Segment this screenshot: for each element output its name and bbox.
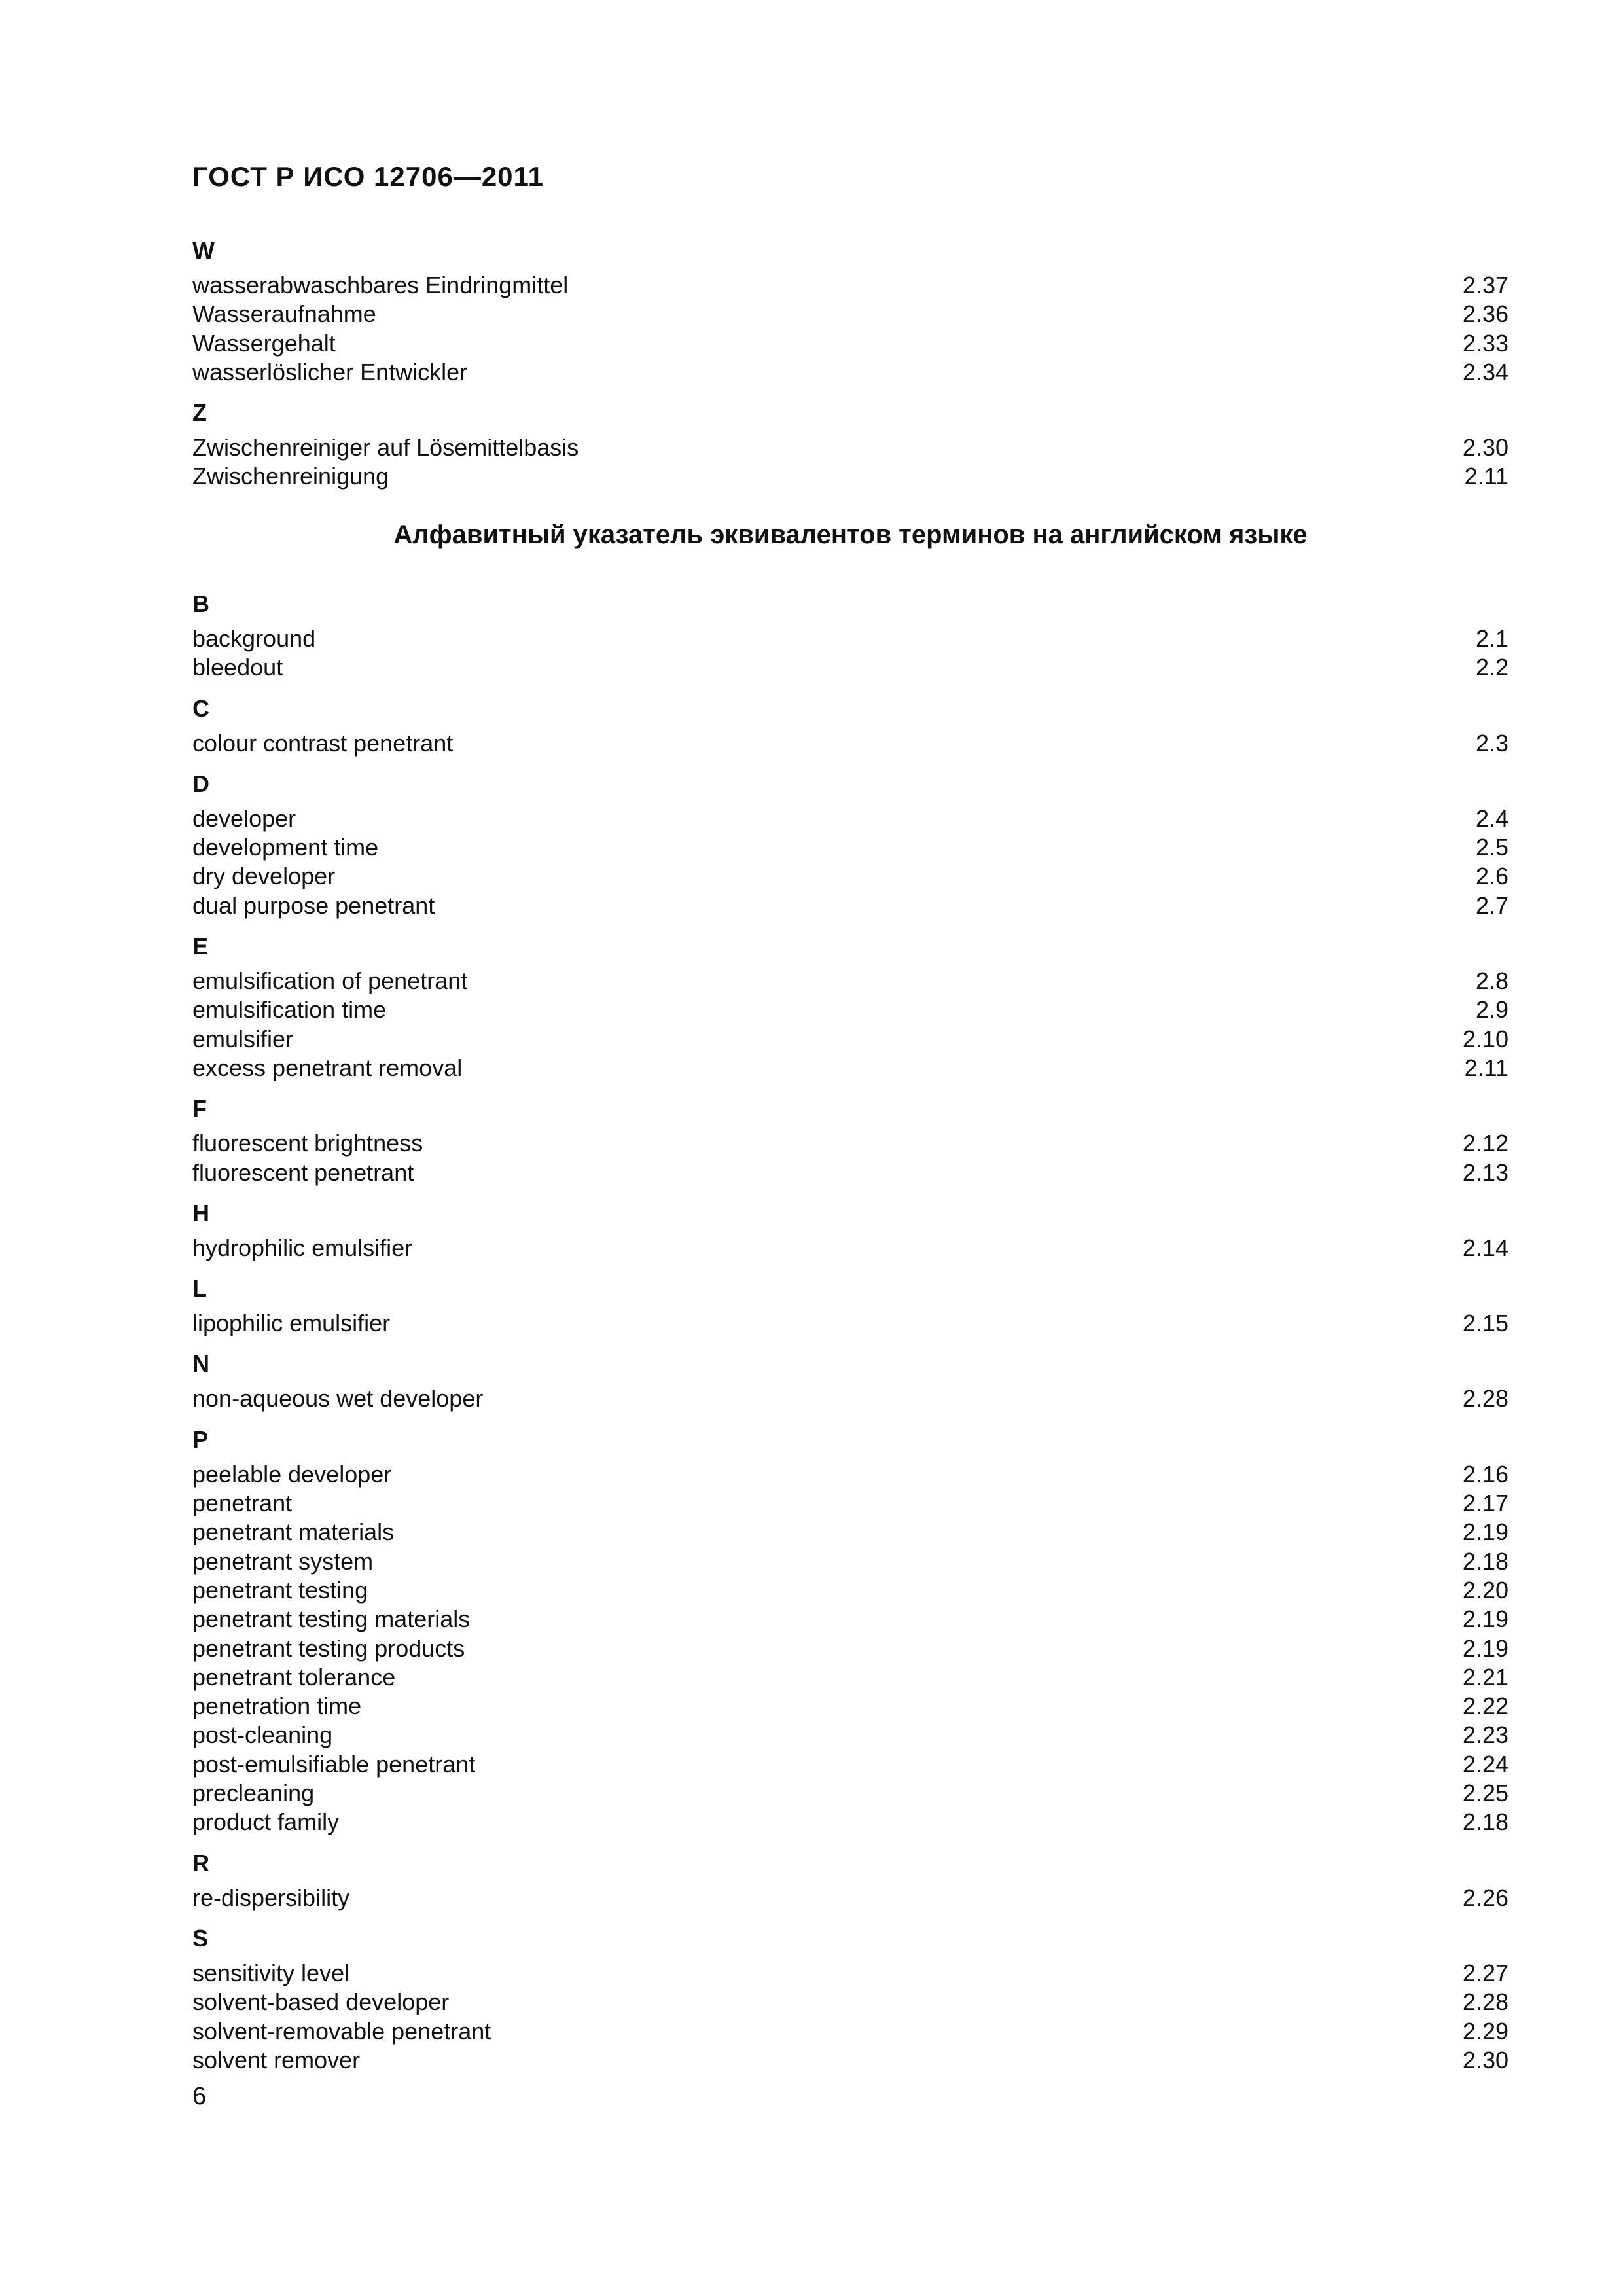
index-letter: E (192, 933, 209, 960)
index-term: post-cleaning (192, 1721, 333, 1749)
index-letter: W (192, 237, 215, 264)
index-term: penetrant system (192, 1547, 374, 1575)
index-term: lipophilic emulsifier (192, 1310, 391, 1337)
index-ref: 2.37 (1462, 272, 1508, 298)
index-letter: L (192, 1275, 207, 1302)
index-ref: 2.18 (1462, 1547, 1508, 1575)
index-ref: 2.14 (1462, 1234, 1508, 1261)
index-entry (192, 1692, 1508, 1721)
index-entry (192, 729, 1508, 758)
index-entry (192, 271, 1508, 300)
index-ref: 2.10 (1462, 1025, 1508, 1052)
index-group-s (192, 1918, 1508, 2075)
index-term: precleaning (192, 1780, 315, 1807)
index-entry (192, 862, 1508, 891)
index-entry (192, 1634, 1508, 1663)
index-ref: 2.22 (1462, 1693, 1508, 1720)
index-letter: Z (192, 399, 207, 427)
index-entry (192, 1518, 1508, 1547)
index-letter: R (192, 1849, 209, 1876)
index-term: post-emulsifiable penetrant (192, 1750, 476, 1778)
index-ref: 2.9 (1475, 996, 1508, 1024)
index-entry (192, 967, 1508, 996)
index-ref: 2.28 (1462, 1988, 1508, 2016)
index-entry (192, 1309, 1508, 1338)
index-group-p (192, 1420, 1508, 1837)
index-group-d (192, 764, 1508, 920)
index-entry (192, 1158, 1508, 1187)
index-term: development time (192, 834, 379, 861)
index-entry (192, 1779, 1508, 1808)
index-ref: 2.19 (1462, 1634, 1508, 1662)
index-term: wasserlöslicher Entwickler (192, 358, 468, 386)
index-ref: 2.26 (1462, 1884, 1508, 1911)
index-term: fluorescent brightness (192, 1130, 423, 1157)
index-entry (192, 1884, 1508, 1912)
index-entry (192, 1025, 1508, 1054)
index-entry (192, 1547, 1508, 1576)
index-term: Wassergehalt (192, 329, 336, 357)
page-number: 6 (192, 2083, 207, 2110)
index-group-w (192, 230, 1508, 387)
index-term: penetrant materials (192, 1518, 395, 1546)
index-entry (192, 1234, 1508, 1263)
index-ref: 2.23 (1462, 1721, 1508, 1749)
index-letter: S (192, 1924, 209, 1952)
index-group-h (192, 1193, 1508, 1263)
index-term: product family (192, 1808, 340, 1836)
index-ref: 2.28 (1462, 1385, 1508, 1412)
index-term: penetration time (192, 1693, 362, 1720)
index-entry (192, 653, 1508, 682)
index-ref: 2.19 (1462, 1605, 1508, 1633)
index-entry (192, 2046, 1508, 2075)
index-ref: 2.15 (1462, 1310, 1508, 1337)
index-entry (192, 1129, 1508, 1158)
index-term: Zwischenreinigung (192, 463, 389, 490)
index-term: emulsification of penetrant (192, 967, 468, 995)
index-ref: 2.30 (1462, 434, 1508, 461)
index-entry (192, 1576, 1508, 1605)
index-ref: 2.21 (1462, 1663, 1508, 1691)
index-ref: 2.33 (1462, 329, 1508, 357)
index-ref: 2.30 (1462, 2046, 1508, 2073)
index-term: developer (192, 804, 296, 832)
index-term: sensitivity level (192, 1959, 350, 1986)
index-ref: 2.19 (1462, 1518, 1508, 1546)
index-term: dual purpose penetrant (192, 891, 435, 919)
index-term: solvent-removable penetrant (192, 2017, 491, 2045)
index-entry (192, 1605, 1508, 1634)
index-ref: 2.13 (1462, 1158, 1508, 1186)
index-group-c (192, 689, 1508, 758)
index-term: dry developer (192, 863, 336, 890)
index-term: background (192, 625, 316, 652)
index-entry (192, 1384, 1508, 1413)
index-letter: N (192, 1350, 209, 1378)
index-group-e (192, 926, 1508, 1083)
index-ref: 2.3 (1475, 729, 1508, 757)
index-entry (192, 329, 1508, 358)
index-ref: 2.27 (1462, 1959, 1508, 1986)
index-entry (192, 996, 1508, 1024)
index-ref: 2.5 (1475, 834, 1508, 861)
index-ref: 2.12 (1462, 1130, 1508, 1157)
index-ref: 2.11 (1464, 1054, 1508, 1081)
section-title: Алфавитный указатель эквивалентов терминов на английском языке (393, 520, 1308, 549)
index-entry (192, 462, 1508, 491)
index-term: hydrophilic emulsifier (192, 1234, 413, 1261)
index-term: Wasseraufnahme (192, 300, 376, 328)
index-term: re-dispersibility (192, 1884, 350, 1911)
index-ref: 2.36 (1462, 300, 1508, 328)
index-ref: 2.29 (1462, 2017, 1508, 2045)
index-group-r (192, 1843, 1508, 1912)
index-ref: 2.11 (1464, 463, 1508, 490)
index-entry (192, 833, 1508, 862)
index-entry (192, 2017, 1508, 2046)
index-group-l (192, 1268, 1508, 1338)
index-entry (192, 1054, 1508, 1083)
index-entry (192, 300, 1508, 329)
index-term: fluorescent penetrant (192, 1158, 414, 1186)
german-index (192, 230, 1508, 497)
index-term: penetrant testing materials (192, 1605, 471, 1633)
index-term: penetrant testing products (192, 1634, 465, 1662)
index-ref: 2.17 (1462, 1490, 1508, 1517)
index-term: solvent remover (192, 2046, 361, 2073)
index-ref: 2.16 (1462, 1460, 1508, 1488)
index-letter: D (192, 770, 209, 797)
index-entry (192, 1959, 1508, 1988)
index-group-b (192, 584, 1508, 683)
index-letter: F (192, 1095, 207, 1122)
index-entry (192, 1663, 1508, 1692)
index-entry (192, 433, 1508, 462)
index-entry (192, 1750, 1508, 1779)
index-term: solvent-based developer (192, 1988, 450, 2016)
index-entry (192, 358, 1508, 387)
index-entry (192, 1808, 1508, 1837)
index-letter: H (192, 1199, 209, 1227)
index-group-n (192, 1344, 1508, 1413)
index-entry (192, 1460, 1508, 1489)
index-group-z (192, 393, 1508, 492)
index-term: non-aqueous wet developer (192, 1385, 484, 1412)
index-entry (192, 1489, 1508, 1518)
index-ref: 2.24 (1462, 1750, 1508, 1778)
index-term: emulsifier (192, 1025, 294, 1052)
index-entry (192, 1721, 1508, 1749)
index-ref: 2.20 (1462, 1576, 1508, 1604)
index-term: emulsification time (192, 996, 387, 1024)
index-term: penetrant tolerance (192, 1663, 396, 1691)
index-entry (192, 624, 1508, 653)
index-ref: 2.8 (1475, 967, 1508, 995)
index-ref: 2.18 (1462, 1808, 1508, 1836)
index-term: excess penetrant removal (192, 1054, 463, 1081)
index-term: Zwischenreiniger auf Lösemittelbasis (192, 434, 579, 461)
index-term: colour contrast penetrant (192, 729, 454, 757)
index-ref: 2.2 (1475, 654, 1508, 681)
index-term: penetrant (192, 1490, 293, 1517)
index-letter: C (192, 694, 209, 722)
index-ref: 2.4 (1475, 804, 1508, 832)
index-ref: 2.1 (1475, 625, 1508, 652)
index-term: wasserabwaschbares Eindringmittel (192, 272, 569, 298)
english-index (192, 524, 1508, 2081)
index-ref: 2.25 (1462, 1780, 1508, 1807)
page-header: ГОСТ Р ИСО 12706—2011 (192, 161, 544, 192)
index-term: penetrant testing (192, 1576, 368, 1604)
index-group-f (192, 1088, 1508, 1187)
index-ref: 2.34 (1462, 358, 1508, 386)
index-entry (192, 1988, 1508, 2017)
index-term: peelable developer (192, 1460, 392, 1488)
index-entry (192, 804, 1508, 833)
index-ref: 2.7 (1475, 891, 1508, 919)
index-entry (192, 891, 1508, 920)
index-term: bleedout (192, 654, 283, 681)
index-letter: P (192, 1426, 209, 1453)
index-letter: B (192, 590, 209, 617)
index-ref: 2.6 (1475, 863, 1508, 890)
